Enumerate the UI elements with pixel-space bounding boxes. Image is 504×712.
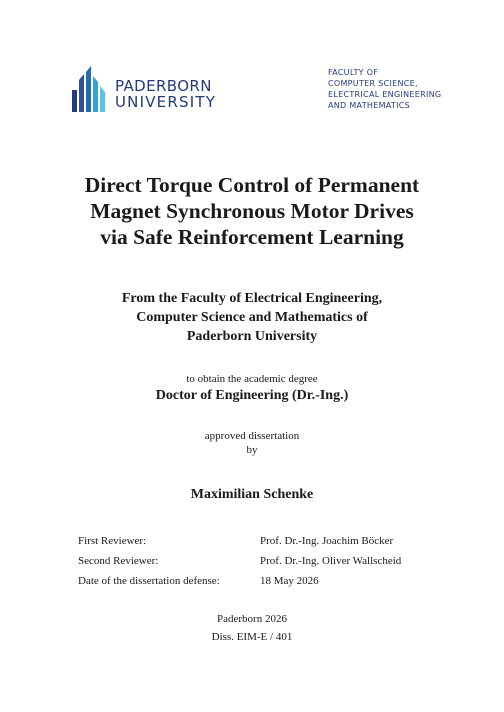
- dissertation-number: Diss. EIM-E / 401: [211, 631, 293, 643]
- subtitle-line: From the Faculty of Electrical Engineering,: [121, 291, 383, 306]
- defense-date-value: 18 May 2026: [260, 575, 319, 587]
- subtitle-line: Paderborn University: [186, 329, 318, 344]
- place-year: Paderborn 2026: [217, 613, 287, 625]
- title-line: Magnet Synchronous Motor Drives: [90, 199, 414, 223]
- reviewer-value: Prof. Dr.-Ing. Joachim Böcker: [260, 535, 394, 547]
- dissertation-title: [0, 172, 504, 250]
- reviewer-row: [78, 531, 438, 551]
- reviewer-label: Second Reviewer:: [78, 555, 159, 567]
- reviewers-table: [78, 531, 438, 591]
- reviewer-value: Prof. Dr.-Ing. Oliver Wallscheid: [260, 555, 402, 567]
- logo-line-1: PADERBORN: [115, 77, 212, 95]
- reviewer-row: [78, 551, 438, 571]
- reviewer-label: First Reviewer:: [78, 535, 147, 547]
- by-label: by: [246, 444, 258, 456]
- faculty-line: ELECTRICAL ENGINEERING: [328, 90, 442, 99]
- subtitle-line: Computer Science and Mathematics of: [136, 310, 368, 325]
- defense-date-label: Date of the dissertation defense:: [78, 575, 220, 587]
- faculty-line: FACULTY OF: [328, 68, 379, 77]
- faculty-label: [328, 67, 441, 111]
- defense-date-row: [78, 571, 438, 591]
- degree-lead: to obtain the academic degree: [186, 373, 318, 385]
- faculty-statement: [0, 289, 504, 346]
- degree-name: Doctor of Engineering (Dr.-Ing.): [155, 388, 349, 403]
- paderborn-university-logo-icon: [70, 64, 112, 114]
- faculty-line: AND MATHEMATICS: [328, 101, 411, 110]
- university-logo: [70, 64, 230, 114]
- author-name: Maximilian Schenke: [190, 487, 314, 502]
- logo-wordmark: [115, 78, 216, 110]
- logo-line-2: UNIVERSITY: [115, 93, 217, 111]
- approved-dissertation: approved dissertation: [204, 430, 300, 442]
- faculty-line: COMPUTER SCIENCE,: [328, 79, 418, 88]
- title-line: via Safe Reinforcement Learning: [100, 225, 404, 249]
- title-line: Direct Torque Control of Permanent: [84, 173, 420, 197]
